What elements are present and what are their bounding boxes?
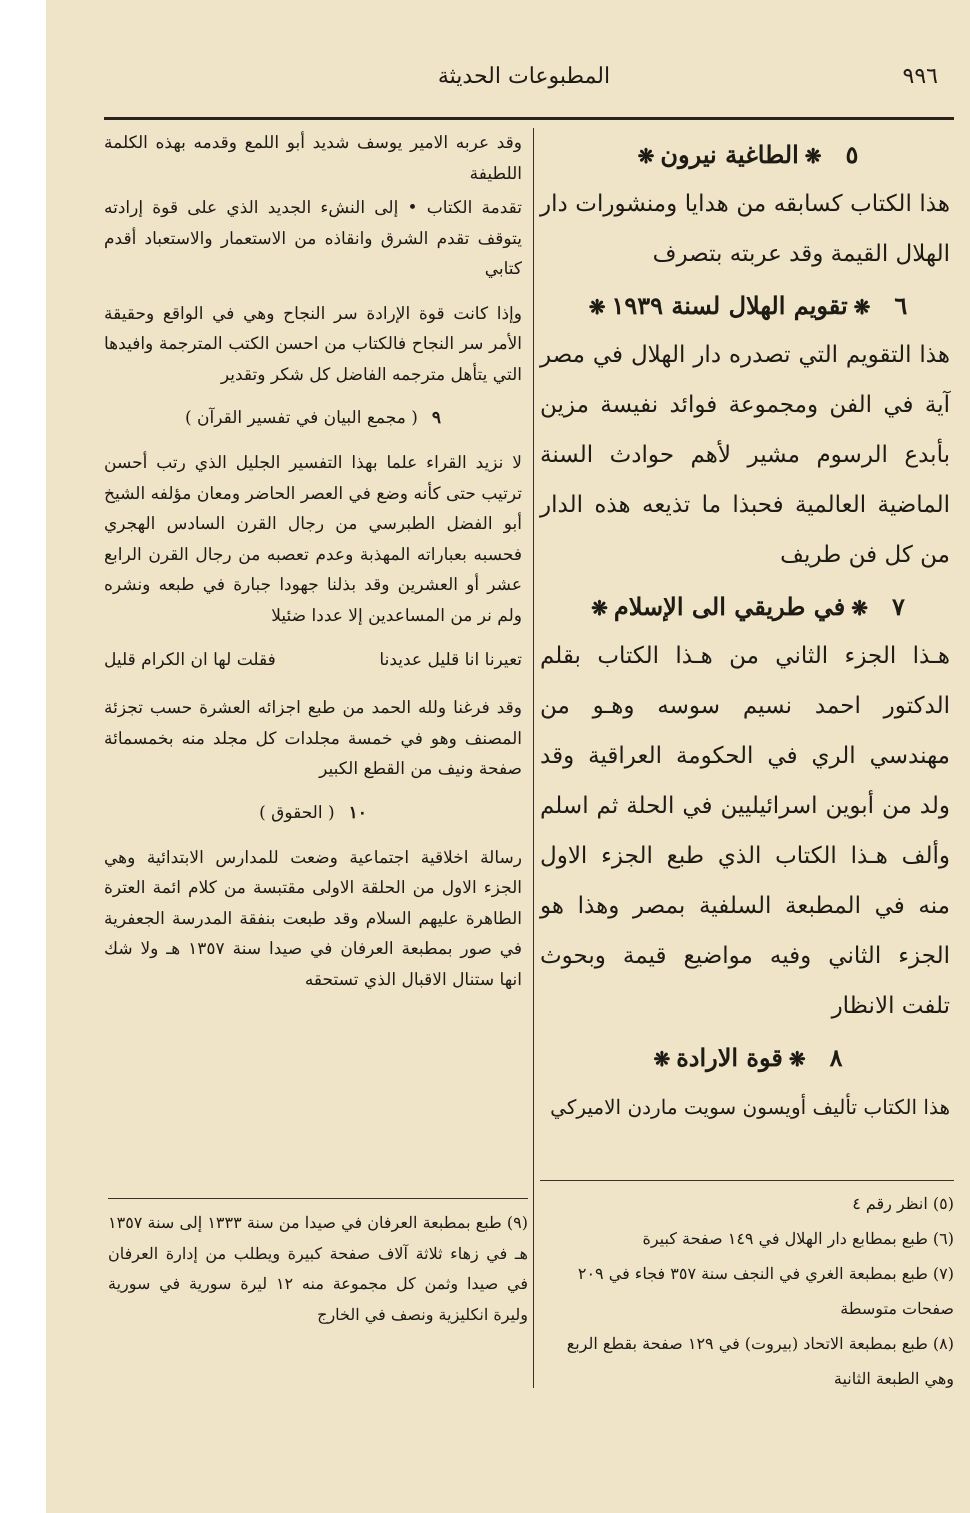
- ornament-icon: ❋: [804, 144, 822, 168]
- section-6-title: تقويم الهلال لسنة ١٩٣٩: [611, 291, 848, 320]
- page-header: [98, 62, 950, 102]
- header-rule: [104, 117, 954, 120]
- section-9-body: لا نزيد القراء علما بهذا التفسير الجليل الذي رتب أحسن ترتيب حتى كأنه وضع في العصر الحاضر ومعان مؤلفه الشيخ أبو الفضل الطبرسي من رجال القرن السادس الهجري فحسبه بعباراته المهذبة وعدم تعصبه من رجال القرن الرابع عشر أو العشرين وقد بذلنا جهودا جبارة في طبعه ونشره ولم نر من المساعدين إلا عددا ضئيلا: [104, 453, 522, 626]
- footnote-7: (٧) طبع بمطبعة الغري في النجف سنة ٣٥٧ فجاء في ٢٠٩ صفحات متوسطة: [577, 1264, 954, 1318]
- right-column: [540, 128, 960, 1138]
- footnote-rule-left: [108, 1198, 528, 1199]
- page-number: ٩٩٦: [902, 64, 938, 89]
- section-5-body: هذا الكتاب كسابقه من هدايا ومنشورات دار الهلال القيمة وقد عربته بتصرف: [540, 191, 950, 267]
- footnote-8: (٨) طبع بمطبعة الاتحاد (بيروت) في ١٢٩ صفحة بقطع الربع وهي الطبعة الثانية: [566, 1334, 954, 1388]
- section-9-body-2: وقد فرغنا ولله الحمد من طبع اجزائه العشرة حسب تجزئة المصنف وهو في خمسة مجلدات كل مجلد منه بخمسمائة صفحة ونيف من القطع الكبير: [104, 698, 522, 779]
- left-column: [104, 128, 528, 1009]
- column-divider: [533, 128, 534, 1388]
- ornament-icon: ❋: [637, 144, 655, 168]
- section-10-heading: [104, 803, 522, 823]
- footnote-5: (٥) انظر رقم ٤: [852, 1194, 954, 1213]
- section-9-title: ( مجمع البيان في تفسير القرآن ): [184, 408, 418, 428]
- section-7-body: هـذا الجزء الثاني من هـذا الكتاب بقلم الدكتور احمد نسيم سوسه وهـو من مهندسي الري في الحكومة العراقية وقد ولد من أبوين اسرائيليين في الحلة ثم اسلم وألف هـذا الكتاب الذي طبع الجزء الاول منه في المطبعة السلفية بمصر وهذا هو الجزء الثاني وفيه مواضيع قيمة وبحوث تلفت الانظار: [540, 643, 950, 1019]
- ornament-icon: ❋: [591, 596, 608, 620]
- verse-first-hemistich: تعيرنا انا قليل عديدنا: [379, 650, 522, 670]
- ornament-icon: ❋: [653, 1047, 671, 1071]
- section-8-heading: [540, 1043, 950, 1072]
- section-7-heading: [540, 592, 950, 621]
- ornament-icon: ❋: [853, 295, 871, 319]
- section-6-number: ٦: [894, 291, 908, 320]
- footnote-6: (٦) طبع بمطابع دار الهلال في ١٤٩ صفحة كبيرة: [642, 1229, 954, 1248]
- section-7-title: في طريقي الى الإسلام: [613, 592, 846, 621]
- section-9-heading: [104, 408, 522, 428]
- running-title: المطبوعات الحديثة: [437, 64, 611, 89]
- section-8-continuation-2: تقدمة الكتاب • إلى النشء الجديد الذي على قوة إرادته يتوقف تقدم الشرق وانقاذه من الاستعمار والاستعباد أقدم كتابي: [104, 198, 522, 279]
- section-8-number: ٨: [829, 1043, 843, 1072]
- section-10-title: ( الحقوق ): [259, 802, 335, 823]
- ornament-icon: ❋: [588, 295, 606, 319]
- footnote-9: (٩) طبع بمطبعة العرفان في صيدا من سنة ١٣٣٣ إلى سنة ١٣٥٧ هـ في زهاء ثلاثة آلاف صفحة كبيرة ويطلب من إدارة العرفان في صيدا وثمن كل مجموعة منه ١٢ ليرة سورية في سورية وليرة انكليزية ونصف في الخارج: [108, 1213, 528, 1324]
- section-5-title: الطاغية نيرون: [660, 140, 799, 169]
- section-7-number: ٧: [891, 592, 905, 621]
- section-8-continuation-1: وقد عربه الامير يوسف شديد أبو اللمع وقدمه بهذه الكلمة اللطيفة: [104, 133, 522, 184]
- section-8-continuation-3: وإذا كانت قوة الإرادة سر النجاح وهي في الواقع وحقيقة الأمر سر النجاح فالكتاب من احسن الكتب المترجمة وافيدها التي يتأهل مترجمه الفاضل كل شكر وتقدير: [104, 303, 522, 385]
- poetry-verse: [104, 645, 522, 675]
- footnote-rule-right: [540, 1180, 954, 1181]
- section-6-heading: [540, 291, 950, 320]
- verse-second-hemistich: فقلت لها ان الكرام قليل: [104, 650, 276, 670]
- section-8-body: هذا الكتاب تأليف أويسون سويت ماردن الاميركي: [550, 1095, 950, 1119]
- footnotes-right: [540, 1186, 954, 1396]
- footnotes-left: [108, 1208, 528, 1330]
- section-8-title: قوة الارادة: [676, 1043, 783, 1072]
- ornament-icon: ❋: [851, 596, 868, 620]
- section-5-number: ٥: [845, 140, 859, 169]
- ornament-icon: ❋: [788, 1047, 806, 1071]
- section-5-heading: [540, 140, 950, 169]
- section-9-number: ٩: [431, 408, 441, 428]
- section-6-body: هذا التقويم التي تصدره دار الهلال في مصر آية في الفن ومجموعة فوائد نفيسة مزين بأبدع الرسوم مشير لأهم حوادث السنة الماضية العالمية فحبذا ما تذيعه هذه الدار من كل فن طريف: [540, 342, 950, 568]
- section-10-body: رسالة اخلاقية اجتماعية وضعت للمدارس الابتدائية وهي الجزء الاول من الحلقة الاولى مقتبسة من كلام ائمة العترة الطاهرة عليهم السلام وقد طبعت بنفقة المدرسة الجعفرية في صور بمطبعة العرفان في صيدا سنة ١٣٥٧ هـ ولا شك انها ستنال الاقبال الذي تستحقه: [104, 847, 522, 990]
- section-10-number: ١٠: [348, 802, 367, 823]
